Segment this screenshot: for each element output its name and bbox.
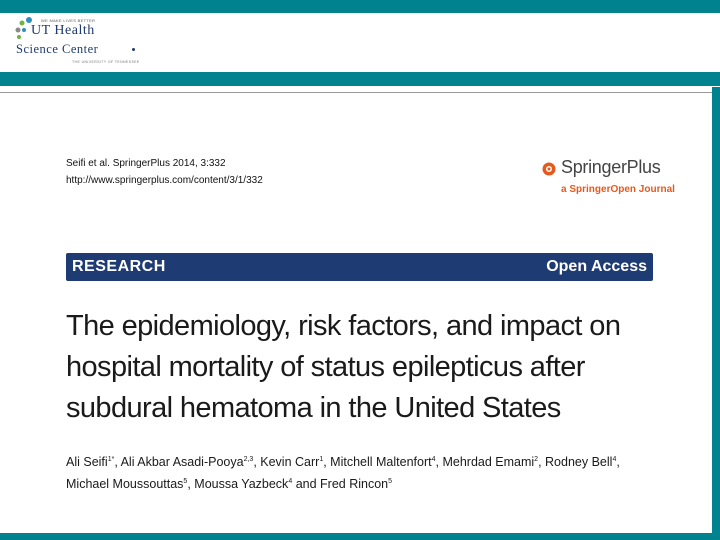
journal-tagline: a SpringerOpen Journal [561,184,675,195]
author-affiliation: 2 [534,455,539,463]
author-name: Rodney Bell [545,455,613,469]
author-affiliation: 1 [319,455,324,463]
title-line: hospital mortality of status epilepticus after [66,351,585,383]
author-affiliation: 5 [388,477,393,485]
springer-logo-icon [542,162,556,176]
author-list [66,451,666,495]
author-affiliation: 2,3 [243,455,254,463]
bottom-teal-bar [0,533,720,540]
section-banner [66,253,653,281]
author-line [66,451,666,473]
author-name: Kevin Carr [260,455,320,469]
author-separator: , [114,455,121,469]
author-affiliation: 4 [431,455,436,463]
article-title [66,306,666,429]
logo-title-line2: Science Center [16,42,99,56]
top-teal-bar [0,0,720,13]
author-name: Michael Moussouttas [66,477,184,491]
author-separator: and [292,477,321,491]
author-name: Mehrdad Emami [442,455,535,469]
logo-tagline: WE MAKE LIVES BETTER [41,18,96,23]
author-affiliation: 5 [183,477,188,485]
author-name: Moussa Yazbeck [194,477,289,491]
citation-line: Seifi et al. SpringerPlus 2014, 3:332 [66,158,226,169]
logo-subtext: THE UNIVERSITY OF TENNESSEE [72,60,140,64]
journal-brand: SpringerPlus [561,157,661,177]
author-separator: , [616,455,620,469]
author-separator: , [435,455,443,469]
author-affiliation: 4 [288,477,293,485]
right-teal-edge [712,87,720,540]
author-name: Ali Seifi [66,455,108,469]
author-affiliation: 1* [107,455,115,463]
author-separator: , [187,477,195,491]
author-name: Mitchell Maltenfort [330,455,432,469]
title-line: The epidemiology, risk factors, and impact on [66,310,621,342]
author-line [66,473,666,495]
open-access-label: Open Access [546,258,647,275]
author-affiliation: 4 [612,455,617,463]
header-teal-band [0,72,720,86]
author-separator: , [538,455,546,469]
citation-url[interactable]: http://www.springerplus.com/content/3/1/332 [66,175,263,186]
title-line: subdural hematoma in the United States [66,392,561,424]
header-divider [0,92,720,93]
uthsc-logo [14,15,144,69]
logo-dot [132,48,135,51]
author-name: Fred Rincon [320,477,389,491]
logo-title-line1: UT Health [31,23,95,38]
author-name: Ali Akbar Asadi-Pooya [120,455,244,469]
author-separator: , [323,455,331,469]
author-separator: , [253,455,261,469]
section-label: RESEARCH [72,258,166,275]
